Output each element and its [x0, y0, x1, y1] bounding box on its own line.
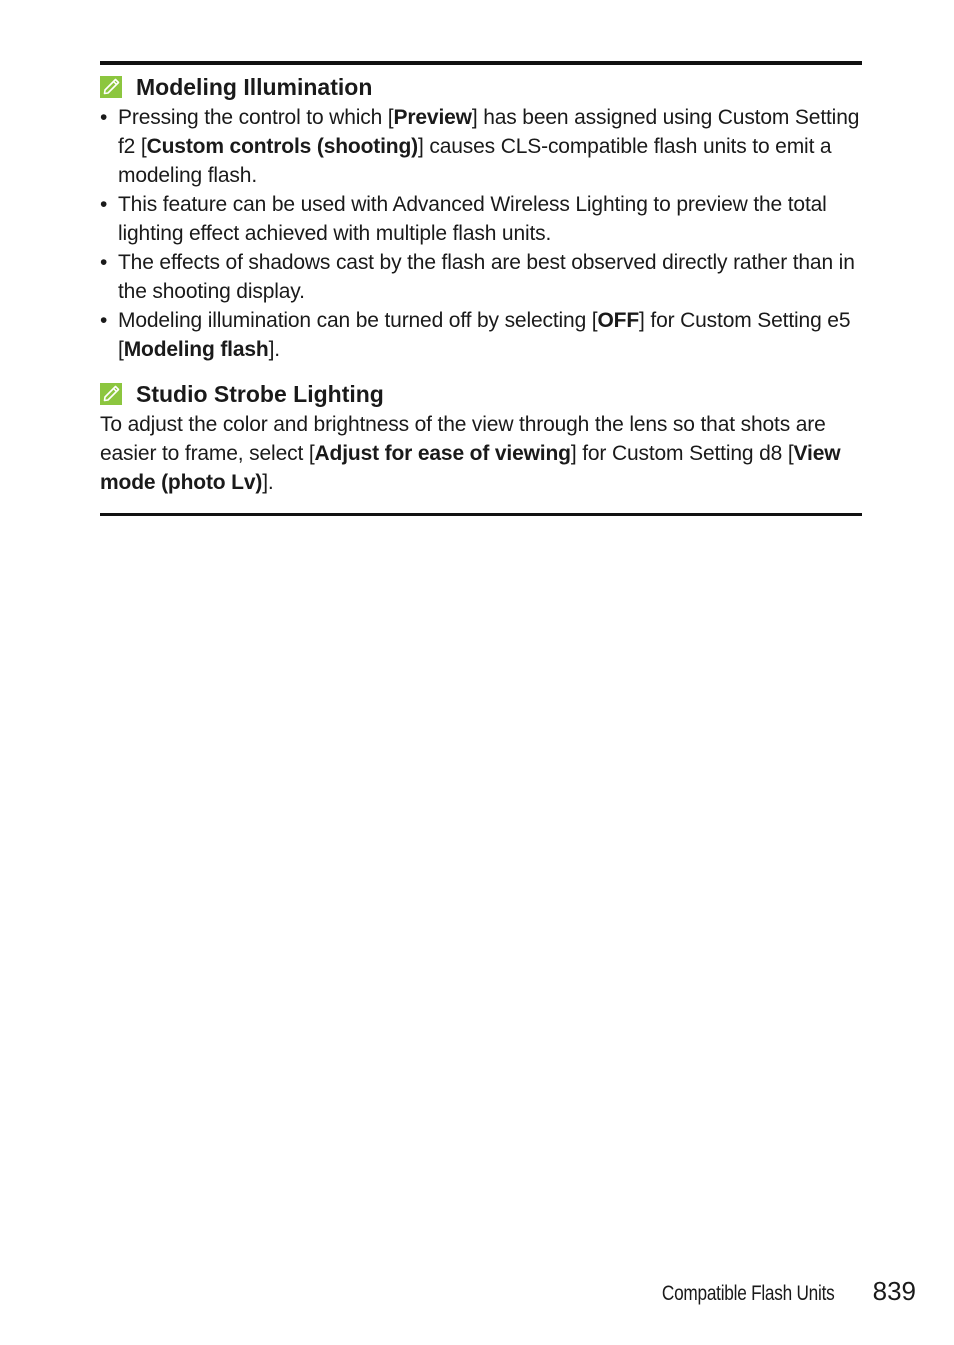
- pencil-icon: [100, 383, 122, 405]
- list-item: • The effects of shadows cast by the flash are best observed directly rather than in the shooting display.: [100, 248, 862, 306]
- note-modeling-illumination: [100, 73, 862, 364]
- menu-option-name: View mode (photo Lv): [100, 442, 841, 494]
- pencil-icon: [100, 76, 122, 98]
- list-item: • Pressing the control to which [Preview] has been assigned using Custom Setting f2 [Custom controls (shooting)] causes CLS-compatible flash units to emit a modeling flash.: [100, 103, 862, 190]
- footer-section-title: Compatible Flash Units: [661, 1282, 835, 1305]
- menu-option-name: Modeling flash: [123, 338, 269, 361]
- menu-option-name: Custom controls (shooting): [146, 135, 419, 158]
- menu-option-name: Adjust for ease of viewing: [314, 442, 571, 465]
- bullet-list: [100, 103, 862, 364]
- note-heading: [100, 380, 862, 408]
- note-heading: [100, 73, 862, 101]
- menu-option-name: Preview: [393, 106, 472, 129]
- list-item: • Modeling illumination can be turned off by selecting [OFF] for Custom Setting e5 [Modeling flash].: [100, 306, 862, 364]
- page-number: 839: [872, 1276, 916, 1306]
- list-item: • This feature can be used with Advanced Wireless Lighting to preview the total lighting effect achieved with multiple flash units.: [100, 190, 862, 248]
- note-paragraph: To adjust the color and brightness of the view through the lens so that shots are easier to frame, select [Adjust for ease of viewing] for Custom Setting d8 [View mode (photo Lv)].: [100, 413, 841, 494]
- note-studio-strobe-lighting: [100, 380, 862, 497]
- menu-option-name: OFF: [597, 309, 640, 332]
- note-title: Modeling Illumination: [136, 74, 373, 100]
- page-footer: [624, 1276, 916, 1307]
- note-title: Studio Strobe Lighting: [136, 381, 384, 407]
- note-box: [100, 61, 862, 516]
